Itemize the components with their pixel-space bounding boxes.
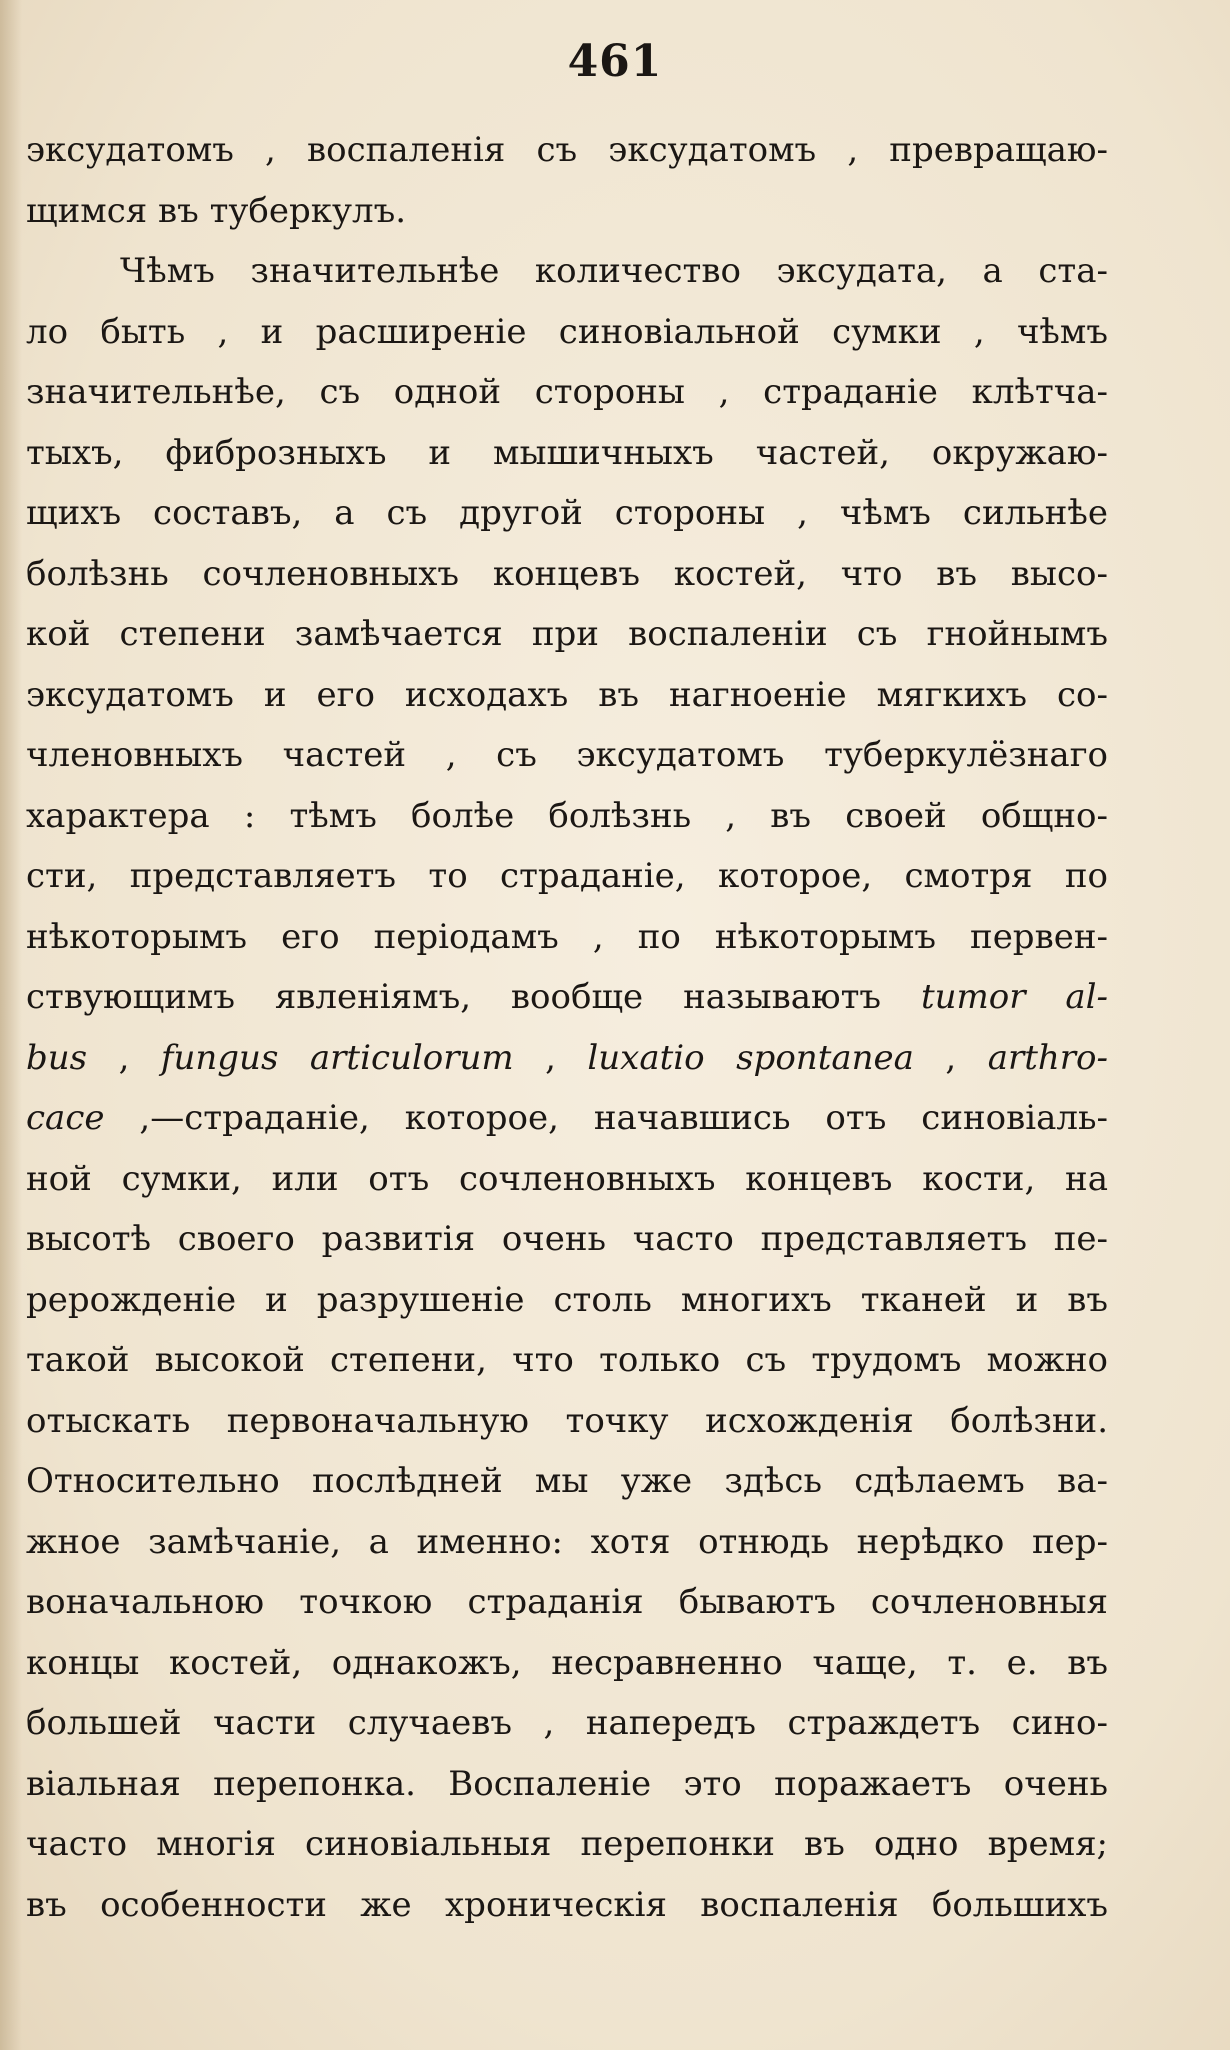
text-fragment: ствующимъ явленіямъ, вообще называютъ <box>26 977 882 1017</box>
text-fragment: концы костей, однакожъ, несравненно чаще, т. е. въ <box>26 1642 1108 1683</box>
text-line <box>26 1209 1108 1270</box>
text-fragment: болѣзнь сочленовныхъ концевъ костей, что въ высо- <box>26 553 1108 594</box>
text-fragment: такой высокой степени, что только съ трудомъ можно <box>26 1340 1108 1380</box>
text-fragment: часто многія синовіальныя перепонки въ одно время; <box>26 1824 1108 1864</box>
italic-term: arthro- <box>987 1037 1108 1078</box>
text-line <box>26 544 1108 605</box>
text-line <box>26 181 1108 242</box>
text-line <box>26 1451 1108 1512</box>
text-fragment: отыскать первоначальную точку исхожденія болѣзни. <box>26 1400 1108 1441</box>
text-fragment: ло быть , и расширеніе синовіальной сумки , чѣмъ <box>26 311 1108 352</box>
italic-term: luxatio spontanea <box>587 1037 914 1078</box>
text-fragment: , <box>513 1037 588 1078</box>
italic-term: fungus articulorum <box>160 1037 514 1078</box>
text-fragment: , <box>913 1037 988 1078</box>
text-line <box>26 1814 1108 1875</box>
text-line <box>26 1754 1108 1815</box>
italic-term: bus <box>26 1037 88 1078</box>
italic-term: tumor al- <box>920 977 1108 1017</box>
text-fragment: тыхъ, фиброзныхъ и мышичныхъ частей, окружаю- <box>26 432 1108 473</box>
text-line <box>26 1391 1108 1452</box>
text-fragment: Чѣмъ значительнѣе количество эксудата, а ста- <box>120 251 1108 291</box>
text-line <box>26 665 1108 726</box>
text-fragment: ,—страданіе, которое, начавшись отъ синовіаль- <box>104 1098 1108 1138</box>
text-fragment: щимся въ туберкулъ. <box>26 190 407 231</box>
page-gutter-shadow <box>0 0 22 2050</box>
text-fragment: членовныхъ частей , съ эксудатомъ туберкулёзнаго <box>26 735 1108 775</box>
text-line <box>26 423 1108 484</box>
text-fragment: , <box>87 1037 161 1078</box>
text-line <box>26 846 1108 907</box>
text-line <box>26 1330 1108 1391</box>
text-line <box>26 907 1108 968</box>
text-fragment: нѣкоторымъ его періодамъ , по нѣкоторымъ первен- <box>26 916 1108 957</box>
text-line <box>26 1572 1108 1633</box>
text-line <box>26 302 1108 363</box>
text-fragment: кой степени замѣчается при воспаленіи съ гнойнымъ <box>26 614 1108 654</box>
text-fragment: высотѣ своего развитія очень часто представляетъ пе- <box>26 1219 1108 1259</box>
text-line <box>26 362 1108 423</box>
text-line <box>26 604 1108 665</box>
text-line <box>26 1633 1108 1694</box>
text-line <box>26 725 1108 786</box>
text-line <box>26 967 1108 1028</box>
text-fragment: віальная перепонка. Воспаленіе это поражаетъ очень <box>26 1763 1108 1804</box>
text-fragment: эксудатомъ и его исходахъ въ нагноеніе мягкихъ со- <box>26 674 1108 715</box>
text-line <box>26 1088 1108 1149</box>
text-line <box>26 1693 1108 1754</box>
text-fragment: ной сумки, или отъ сочленовныхъ концевъ кости, на <box>26 1158 1108 1199</box>
page-number: 461 <box>567 36 663 87</box>
text-line <box>26 786 1108 847</box>
text-fragment: въ особенности же хроническія воспаленія большихъ <box>26 1884 1108 1925</box>
text-fragment: Относительно послѣдней мы уже здѣсь сдѣлаемъ ва- <box>26 1461 1108 1501</box>
text-line <box>26 1149 1108 1210</box>
text-line <box>26 483 1108 544</box>
text-fragment: большей части случаевъ , напередъ страждетъ сино- <box>26 1703 1108 1743</box>
text-line <box>26 1875 1108 1936</box>
text-line <box>26 1512 1108 1573</box>
italic-term: cace <box>26 1098 105 1138</box>
text-line <box>26 1028 1108 1089</box>
text-fragment: характера : тѣмъ болѣе болѣзнь , въ своей общно- <box>26 795 1108 836</box>
text-line <box>26 241 1108 302</box>
text-fragment: воначальною точкою страданія бываютъ сочленовныя <box>26 1582 1108 1622</box>
text-line <box>26 120 1108 181</box>
body-text <box>26 120 1108 1935</box>
text-fragment: жное замѣчаніе, а именно: хотя отнюдь нерѣдко пер- <box>26 1521 1108 1562</box>
text-fragment: значительнѣе, съ одной стороны , страданіе клѣтча- <box>26 372 1108 412</box>
text-fragment: эксудатомъ , воспаленія съ эксудатомъ , превращаю- <box>26 130 1108 170</box>
text-fragment: рерожденіе и разрушеніе столь многихъ тканей и въ <box>26 1279 1108 1320</box>
text-line <box>26 1270 1108 1331</box>
text-fragment: щихъ составъ, а съ другой стороны , чѣмъ сильнѣе <box>26 493 1108 533</box>
text-fragment: сти, представляетъ то страданіе, которое, смотря по <box>26 856 1108 896</box>
